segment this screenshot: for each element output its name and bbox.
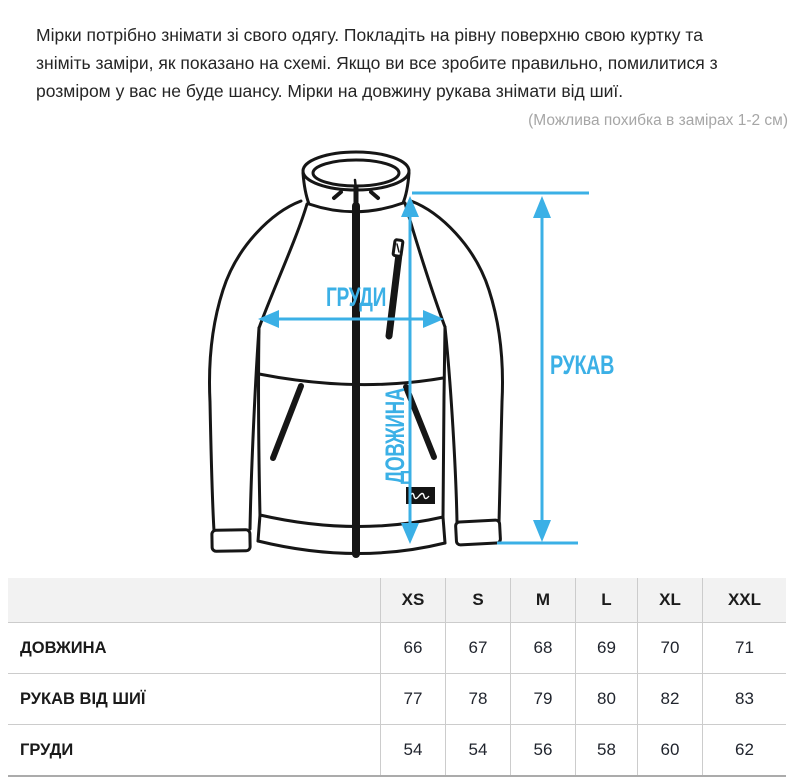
size-value: 77 xyxy=(380,674,445,724)
tolerance-note: (Можлива похибка в замірах 1-2 см) xyxy=(528,112,788,129)
arrowhead-up-icon xyxy=(533,196,551,218)
column-header-s: S xyxy=(445,578,510,622)
size-table xyxy=(8,578,786,777)
size-value: 54 xyxy=(445,725,510,775)
arrowhead-down-icon xyxy=(401,523,419,544)
sleeve-label: РУКАВ xyxy=(550,350,614,380)
size-value: 54 xyxy=(380,725,445,775)
intro-line: зніміть заміри, як показано на схемі. Якщо ви все зробите правильно, помилитися з xyxy=(36,53,718,73)
column-header-xs: XS xyxy=(380,578,445,622)
size-value: 58 xyxy=(575,725,637,775)
table-row xyxy=(8,622,786,673)
collar-snap-right xyxy=(371,192,378,198)
left-cuff xyxy=(212,530,250,552)
size-value: 67 xyxy=(445,623,510,673)
column-header-xl: XL xyxy=(637,578,702,622)
chest-measure xyxy=(258,282,444,328)
table-corner-cell xyxy=(8,578,380,622)
size-value: 83 xyxy=(702,674,786,724)
size-value: 66 xyxy=(380,623,445,673)
intro-line: Мірки потрібно знімати зі свого одягу. Покладіть на рівну поверхню свою куртку та xyxy=(36,25,703,45)
size-value: 70 xyxy=(637,623,702,673)
collar-snap-left xyxy=(334,192,341,198)
size-value: 69 xyxy=(575,623,637,673)
row-label: РУКАВ ВІД ШИЇ xyxy=(20,689,146,708)
left-pocket xyxy=(273,386,301,458)
column-header-l: L xyxy=(575,578,637,622)
size-value: 60 xyxy=(637,725,702,775)
row-label: ГРУДИ xyxy=(20,740,74,759)
intro-line: розміром у вас не буде шансу. Мірки на довжину рукава знімати від шиї. xyxy=(36,81,624,101)
size-value: 56 xyxy=(510,725,575,775)
size-value: 71 xyxy=(702,623,786,673)
table-header-row xyxy=(8,578,786,622)
chest-pocket-zipper xyxy=(389,240,403,336)
table-row xyxy=(8,673,786,724)
row-label: ДОВЖИНА xyxy=(20,638,107,657)
column-header-m: M xyxy=(510,578,575,622)
size-value: 82 xyxy=(637,674,702,724)
intro-text xyxy=(36,21,796,105)
jacket-measurement-diagram xyxy=(0,140,800,578)
size-value: 80 xyxy=(575,674,637,724)
chest-label: ГРУДИ xyxy=(326,282,386,312)
size-value: 62 xyxy=(702,725,786,775)
length-label: ДОВЖИНА xyxy=(380,345,410,484)
jacket-diagram-svg xyxy=(0,140,800,578)
size-value: 79 xyxy=(510,674,575,724)
arrowhead-down-icon xyxy=(533,520,551,542)
size-value: 78 xyxy=(445,674,510,724)
size-value: 68 xyxy=(510,623,575,673)
column-header-xxl: XXL xyxy=(702,578,786,622)
jacket-drawing xyxy=(210,152,503,554)
right-cuff xyxy=(455,520,500,545)
table-row xyxy=(8,724,786,775)
